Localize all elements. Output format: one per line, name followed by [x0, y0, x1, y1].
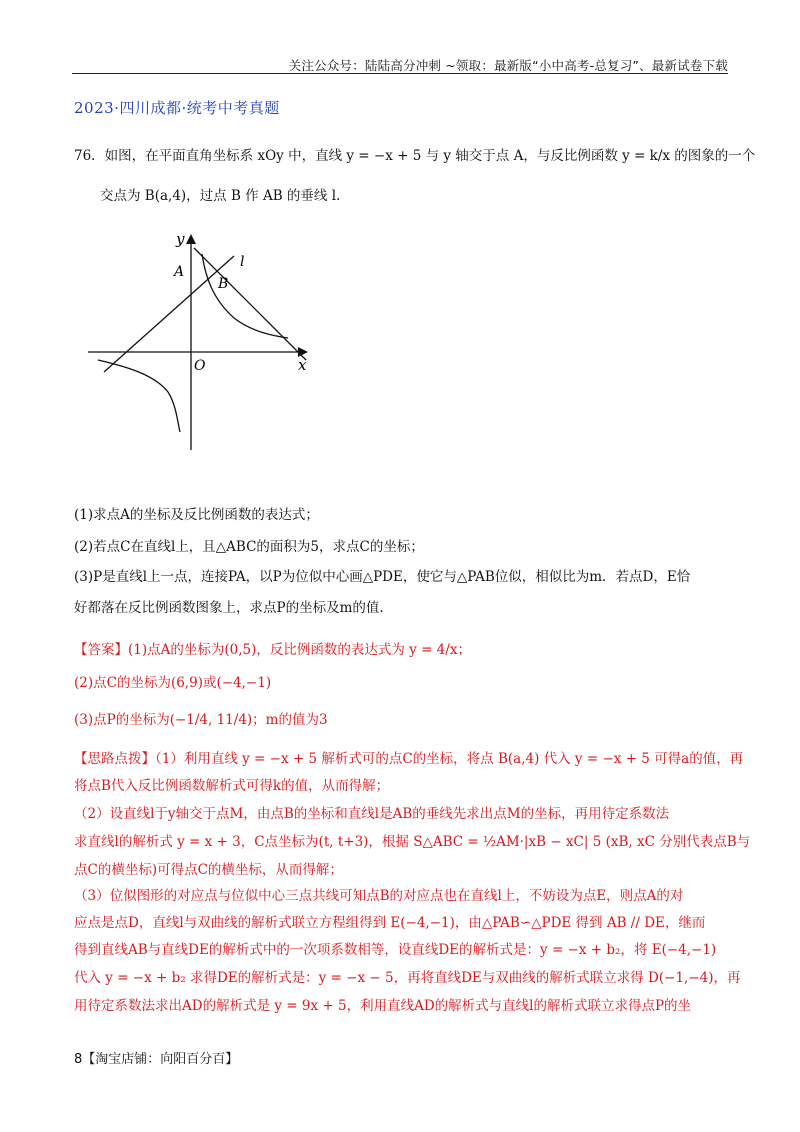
problem-line-2: 交点为 B(a,4)，过点 B 作 AB 的垂线 l.: [100, 188, 341, 204]
hyperbola-branch-2: [98, 360, 180, 432]
header-text: 关注公众号：陆陆高分冲刺 ~领取：最新版“小中高考-总复习”、最新试卷下载: [288, 58, 728, 73]
coordinate-graph: [84, 228, 314, 456]
label-y: y: [176, 230, 185, 248]
line-l: [104, 256, 234, 372]
header-divider: [72, 73, 728, 74]
section-title: 2023·四川成都·统考中考真题: [74, 99, 280, 117]
label-a: A: [174, 264, 185, 280]
label-x: x: [298, 356, 307, 374]
problem-line-1: 76．如图，在平面直角坐标系 xOy 中，直线 y = −x + 5 与 y 轴交于点 A，与反比例函数 y = k/x 的图象的一个: [74, 148, 756, 164]
label-b: B: [218, 276, 229, 292]
analysis-line-3: （2）设直线l于y轴交于点M，由点B的坐标和直线l是AB的垂线先求出点M的坐标，再用待定系数法: [74, 806, 670, 822]
footer-text: 8【淘宝店铺：向阳百分百】: [74, 1052, 239, 1067]
analysis-line-6: （3）位似图形的对应点与位似中心三点共线可知点B的对应点也在直线l上，不妨设为点E，则点A的对: [74, 888, 684, 904]
label-l: l: [240, 254, 245, 270]
y-axis-arrow: [186, 234, 196, 244]
hyperbola-branch-1: [202, 254, 288, 338]
analysis-line-8: 得到直线AB与直线DE的解析式中的一次项系数相等，设直线DE的解析式是：y = −x + b₂，将 E(−4,−1): [74, 942, 717, 958]
answer-2: (2)点C的坐标为(6,9)或(−4,−1): [74, 675, 272, 691]
analysis-line-10: 用待定系数法求出AD的解析式是 y = 9x + 5，利用直线AD的解析式与直线l的解析式联立求得点P的坐: [74, 998, 692, 1014]
label-o: O: [194, 358, 206, 374]
question-3b: 好都落在反比例函数图象上，求点P的坐标及m的值.: [74, 600, 384, 616]
question-2: (2)若点C在直线l上，且△ABC的面积为5，求点C的坐标；: [74, 539, 424, 555]
question-1: (1)求点A的坐标及反比例函数的表达式；: [74, 507, 319, 523]
analysis-line-9: 代入 y = −x + b₂ 求得DE的解析式是：y = −x − 5，再将直线DE与双曲线的解析式联立求得 D(−1,−4)，再: [74, 970, 741, 986]
analysis-line-7: 应点是点D，直线l与双曲线的解析式联立方程组得到 E(−4,−1)，由△PAB∽△PDE 得到 AB // DE，继而: [74, 915, 706, 931]
analysis-line-4: 求直线l的解析式 y = x + 3，C点坐标为(t, t+3)，根据 S△ABC = ½AM·|xB − xC| 5 (xB, xC 分别代表点B与: [74, 834, 751, 850]
analysis-line-2: 将点B代入反比例函数解析式可得k的值，从而得解；: [74, 778, 390, 794]
answer-1: 【答案】(1)点A的坐标为(0,5)，反比例函数的表达式为 y = 4/x；: [74, 642, 471, 658]
question-3a: (3)P是直线l上一点，连接PA，以P为位似中心画△PDE，使它与△PAB位似，相似比为m．若点D，E恰: [74, 569, 691, 585]
line-ab: [194, 248, 306, 360]
answer-3: (3)点P的坐标为(−1/4, 11/4)；m的值为3: [74, 712, 328, 728]
analysis-line-1: 【思路点拨】（1）利用直线 y = −x + 5 解析式可的点C的坐标，将点 B(a,4) 代入 y = −x + 5 可得a的值，再: [74, 751, 744, 767]
analysis-line-5: 点C的横坐标)可得点C的横坐标，从而得解；: [74, 862, 343, 878]
